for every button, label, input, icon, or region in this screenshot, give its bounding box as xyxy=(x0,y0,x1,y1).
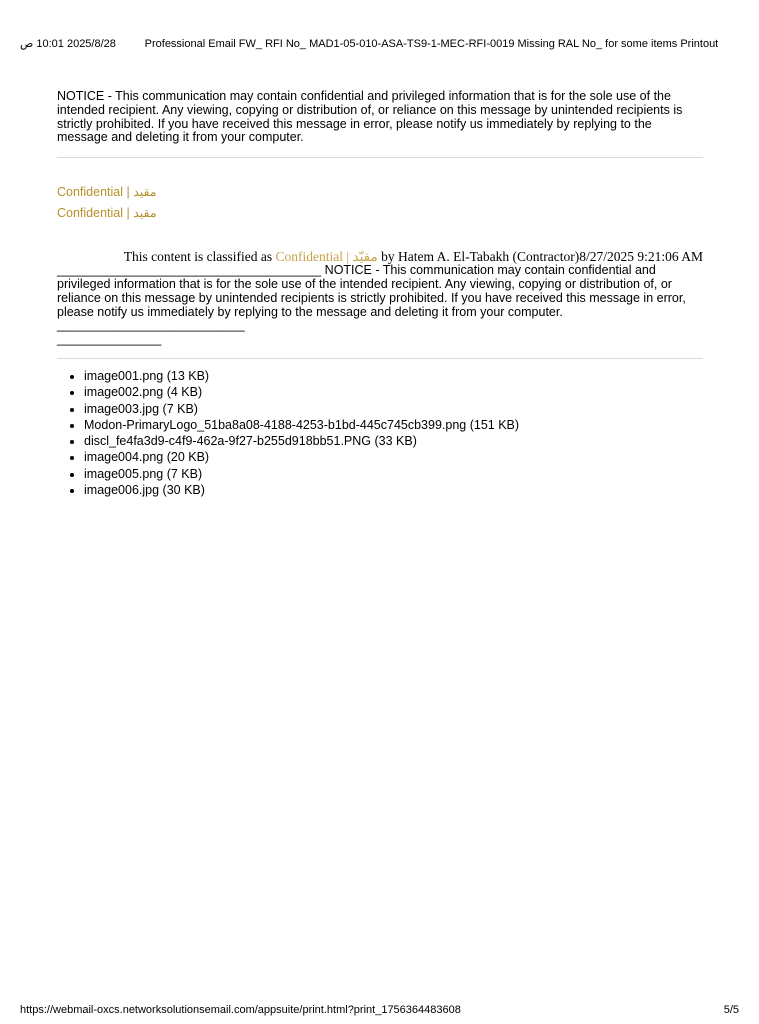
signature-underscores-short: _______________ xyxy=(57,332,162,347)
classification-statement xyxy=(57,250,703,264)
attachment-item: • discl_fe4fa3d9-c4f9-462a-9f27-b255d918bb51.PNG (33 KB) xyxy=(84,433,703,449)
print-footer xyxy=(20,1004,739,1017)
signature-underscores-leading: ______________________________________ xyxy=(57,263,322,278)
attachment-list xyxy=(57,368,703,498)
divider-line xyxy=(57,157,703,158)
confidentiality-notice-bottom xyxy=(57,264,703,347)
print-datetime: 2025/8/28 10:01 ص xyxy=(20,38,116,50)
confidential-classification-label: Confidential | مقيد xyxy=(57,185,157,200)
notice-bottom-text: NOTICE - This communication may contain confidential and privileged information that is for the sole use of the intended recipient. Any viewing, copying or distribution of, or reliance on this message by unintended recipients is strictly prohibited. If you have received this message in error, please notify us immediately by replying to the message and deleting it from your computer. xyxy=(57,263,686,319)
confidential-classification-label: Confidential | مقيد xyxy=(57,206,157,221)
attachment-item: • image004.png (20 KB) xyxy=(84,449,703,465)
attachment-item: • image005.png (7 KB) xyxy=(84,466,703,482)
attachment-item: • image001.png (13 KB) xyxy=(84,368,703,384)
page-number: 5/5 xyxy=(723,1004,739,1016)
attachment-item: • Modon-PrimaryLogo_51ba8a08-4188-4253-b1bd-445c745cb399.png (151 KB) xyxy=(84,417,703,433)
confidentiality-notice-top: NOTICE - This communication may contain confidential and privileged information that is for the sole use of the intended recipient. Any viewing, copying or distribution of, or reliance on this message by unintended recipients is strictly prohibited. If you have received this message in error, please notify us immediately by replying to the message and deleting it from your computer. xyxy=(57,89,683,145)
attachment-item: • image002.png (4 KB) xyxy=(84,384,703,400)
signature-underscores-trailing: ___________________________ xyxy=(57,318,245,333)
print-document-title: Professional Email FW_ RFI No_ MAD1-05-010-ASA-TS9-1-MEC-RFI-0019 Missing RAL No_ for some items Printout xyxy=(144,38,719,50)
email-body xyxy=(57,90,703,498)
attachment-item: • image006.jpg (30 KB) xyxy=(84,482,703,498)
divider-line xyxy=(57,358,703,359)
attachment-item: • image003.jpg (7 KB) xyxy=(84,401,703,417)
print-source-url: https://webmail-oxcs.networksolutionsemail.com/appsuite/print.html?print_1756364483608 xyxy=(20,1004,461,1016)
classification-suffix: by Hatem A. El-Tabakh (Contractor)8/27/2025 9:21:06 AM xyxy=(377,249,703,265)
print-header xyxy=(20,38,739,51)
classification-label: Confidential | مقيّد xyxy=(275,249,378,265)
classification-prefix: This content is classified as xyxy=(123,249,276,265)
